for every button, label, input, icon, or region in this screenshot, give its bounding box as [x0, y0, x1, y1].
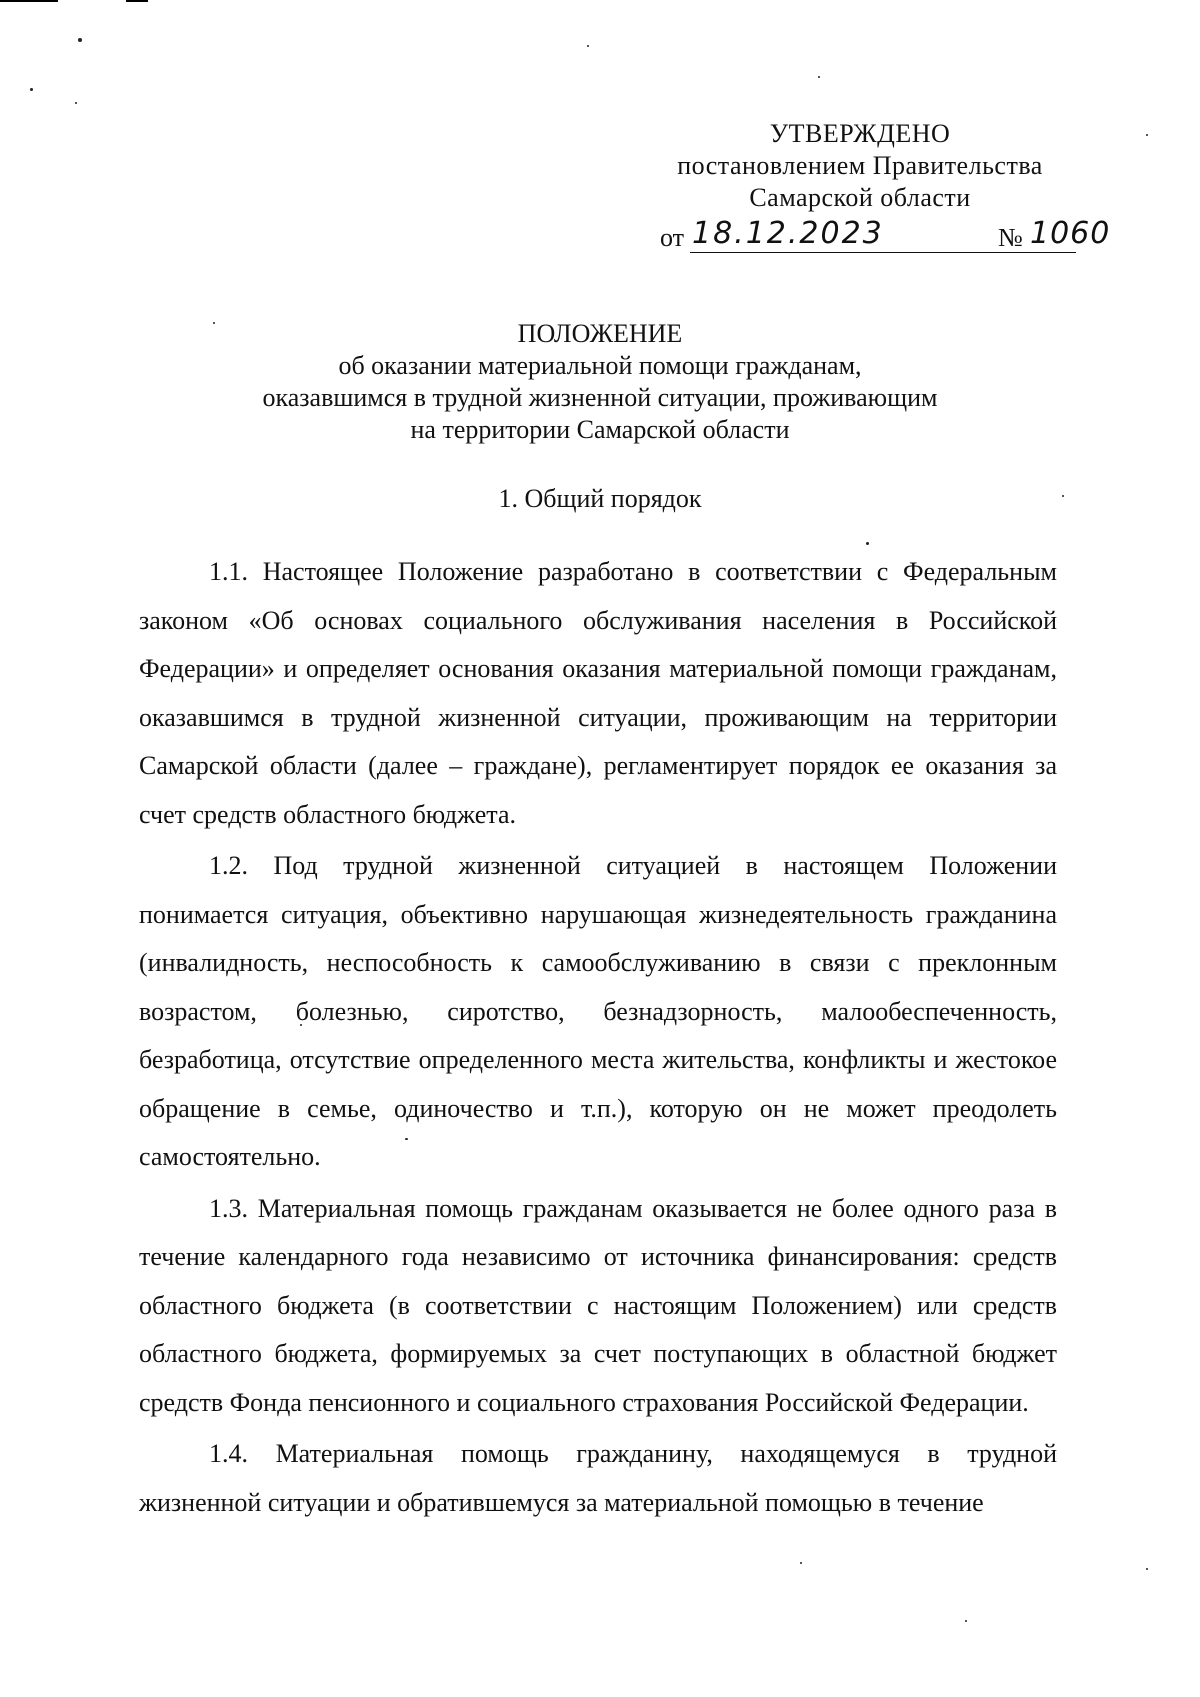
approval-stamp-block: [640, 118, 1111, 256]
handwritten-number: 1060: [1030, 216, 1111, 251]
scan-speck: [1146, 134, 1148, 136]
scan-speck: [30, 88, 33, 91]
approval-date-number-row: [640, 216, 1111, 256]
scan-edge-mark: [126, 0, 148, 2]
number-underline: [1028, 252, 1076, 253]
paragraph-1-3: 1.3. Материальная помощь гражданам оказывается не более одного раза в течение календарного года независимо от источника финансирования: средств областного бюджета (в соответствии с настоящим Положением) или средств областного бюджета, формируемых за счет поступающих в областной бюджет средств Фонда пенсионного и социального страхования Российской Федерации.: [139, 1193, 1057, 1417]
paragraph-1-1: 1.1. Настоящее Положение разработано в соответствии с Федеральным законом «Об основах социального обслуживания населения в Российской Федерации» и определяет основания оказания материальной помощи гражданам, оказавшимся в трудной жизненной ситуации, проживающим на территории Самарской области (далее – граждане), регламентирует порядок ее оказания за счет средств областного бюджета.: [139, 557, 1057, 829]
approval-region: Самарской области: [749, 183, 971, 212]
handwritten-date: 18.12.2023: [692, 216, 884, 251]
document-body: [139, 548, 1057, 1530]
approval-authority: постановлением Правительства: [677, 151, 1043, 180]
document-title: ПОЛОЖЕНИЕ: [517, 319, 683, 348]
approval-title: УТВЕРЖДЕНО: [769, 119, 951, 148]
scan-speck: [818, 76, 820, 78]
document-subtitle-line-2: оказавшимся в трудной жизненной ситуации, проживающим: [262, 383, 938, 412]
paragraph-1-2: 1.2. Под трудной жизненной ситуацией в настоящем Положении понимается ситуация, объективно нарушающая жизнедеятельность гражданина (инвалидность, неспособность к самообслуживанию в связи с преклонным возрастом, болезнью, сиротство, безнадзорность, малообеспеченность, безработица, отсутствие определенного места жительства, конфликты и жестокое обращение в семье, одиночество и т.п.), которую он не может преодолеть самостоятельно.: [139, 851, 1057, 1171]
number-prefix: №: [998, 223, 1023, 252]
scan-speck: [78, 38, 82, 42]
paragraph-1-4: 1.4. Материальная помощь гражданину, находящемуся в трудной жизненной ситуации и обратившемуся за материальной помощью в течение: [139, 1439, 1057, 1517]
scan-speck: [800, 1562, 802, 1564]
section-title: 1. Общий порядок: [498, 484, 702, 513]
scan-edge-mark: [0, 0, 58, 2]
date-prefix: от: [660, 223, 685, 252]
document-subtitle-line-3: на территории Самарской области: [410, 415, 790, 444]
scan-speck: [965, 1620, 967, 1622]
scan-speck: [75, 102, 77, 104]
document-subtitle-line-1: об оказании материальной помощи гражданам,: [338, 351, 862, 380]
date-underline: [690, 252, 1035, 253]
scan-speck: [587, 45, 589, 47]
document-heading: [0, 318, 1200, 446]
scan-speck: [866, 542, 869, 545]
scan-speck: [1146, 1568, 1148, 1570]
